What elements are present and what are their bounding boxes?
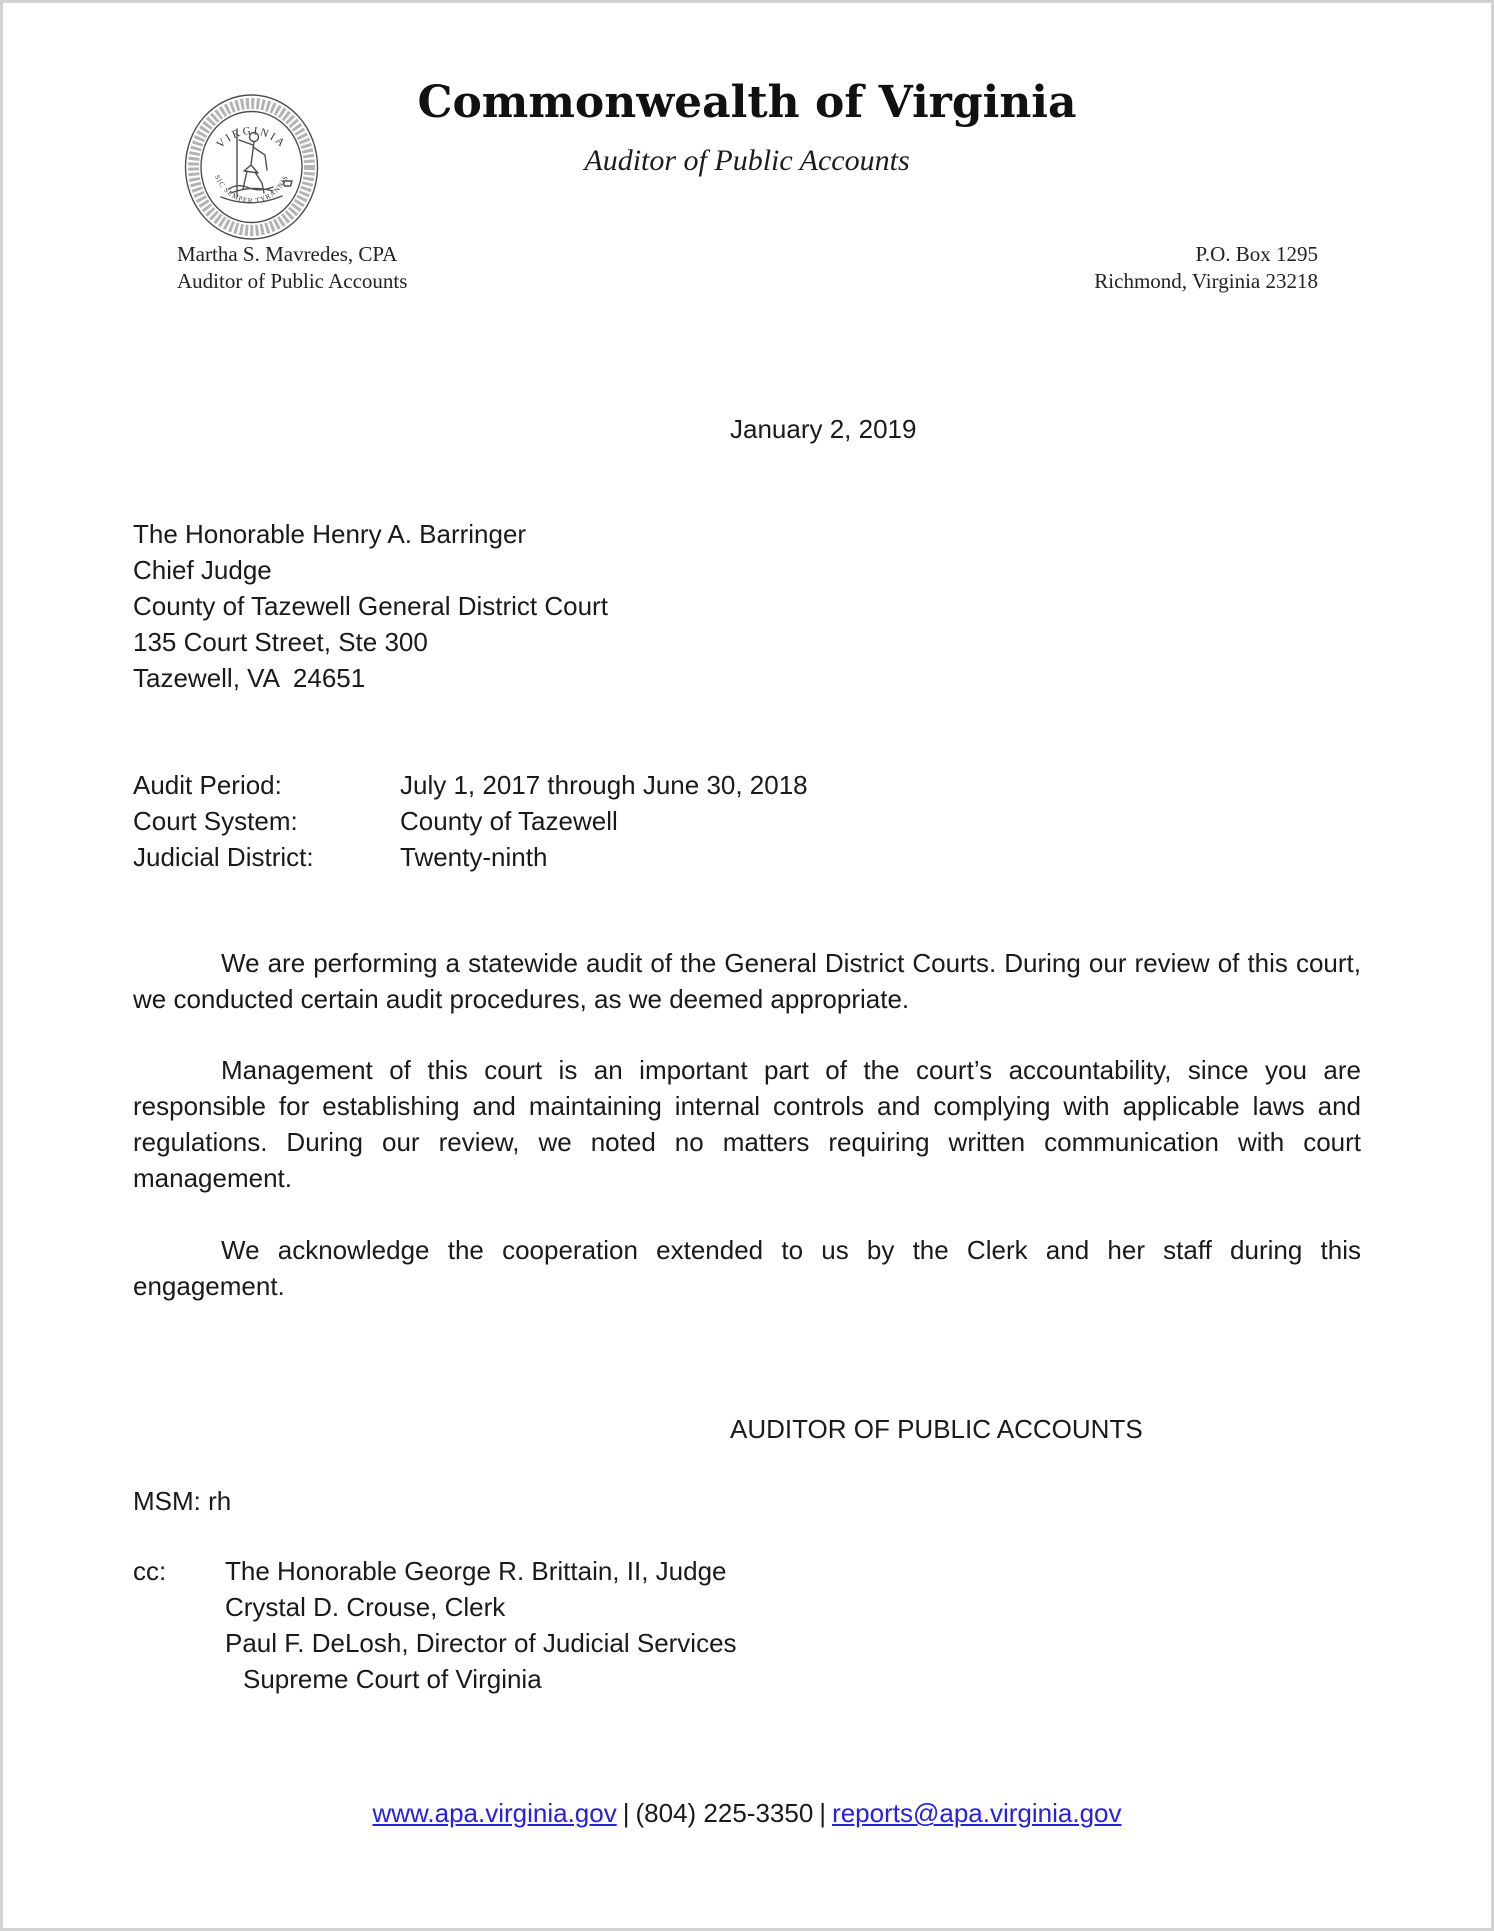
letterhead [133, 3, 1361, 303]
cc-item: Paul F. DeLosh, Director of Judicial Services [225, 1628, 737, 1658]
official-title: Auditor of Public Accounts [177, 269, 408, 293]
recipient-block [133, 516, 1361, 696]
detail-value: July 1, 2017 through June 30, 2018 [400, 770, 808, 800]
website-link[interactable]: www.apa.virginia.gov [372, 1798, 617, 1828]
detail-label: Judicial District: [133, 842, 314, 872]
body-paragraph: We acknowledge the cooperation extended to us by the Clerk and her staff during this engagement. [133, 1235, 1361, 1301]
detail-label: Court System: [133, 806, 298, 836]
cc-item: Crystal D. Crouse, Clerk [225, 1592, 506, 1622]
footer-contact-line [133, 1795, 1361, 1831]
letterhead-title: Commonwealth of Virginia [417, 77, 1077, 128]
recipient-line: 135 Court Street, Ste 300 [133, 627, 428, 657]
detail-row [133, 803, 1361, 839]
recipient-line: Tazewell, VA 24651 [133, 663, 366, 693]
cc-block [133, 1553, 1361, 1697]
footer-separator: | [622, 1798, 630, 1828]
recipient-line: Chief Judge [133, 555, 272, 585]
cc-item: Supreme Court of Virginia [243, 1664, 542, 1694]
audit-details [133, 767, 1361, 875]
cc-label: cc: [133, 1556, 167, 1586]
seal-motto-text: SIC SEMPER TYRANNIS [213, 173, 290, 205]
letter-date: January 2, 2019 [730, 414, 917, 444]
detail-row [133, 767, 1361, 803]
address-line-1: P.O. Box 1295 [1195, 242, 1318, 266]
address-line-2: Richmond, Virginia 23218 [1094, 269, 1318, 293]
recipient-line: County of Tazewell General District Court [133, 591, 608, 621]
signature-organization: AUDITOR OF PUBLIC ACCOUNTS [730, 1414, 1143, 1444]
email-link[interactable]: reports@apa.virginia.gov [832, 1798, 1122, 1828]
footer-separator: | [819, 1798, 827, 1828]
letterhead-subtitle: Auditor of Public Accounts [584, 144, 910, 177]
recipient-line: The Honorable Henry A. Barringer [133, 519, 527, 549]
body-paragraph: Management of this court is an important part of the court’s accountability, since you are responsible for establishing and maintaining internal controls and complying with applicable laws and regulations. During our review, we noted no matters requiring written communication with court management. [133, 1055, 1361, 1193]
body-paragraph: We are performing a statewide audit of the General District Courts. During our review of this court, we conducted certain audit procedures, as we deemed appropriate. [133, 948, 1361, 1014]
phone-number: (804) 225-3350 [635, 1798, 814, 1828]
cc-list [225, 1553, 737, 1697]
official-block [177, 241, 407, 295]
detail-value: County of Tazewell [400, 806, 618, 836]
official-name: Martha S. Mavredes, CPA [177, 242, 398, 266]
detail-row [133, 839, 1361, 875]
detail-value: Twenty-ninth [400, 842, 548, 872]
cc-item: The Honorable George R. Brittain, II, Judge [225, 1556, 727, 1586]
office-address-block [1094, 241, 1318, 295]
reference-initials: MSM: rh [133, 1486, 232, 1516]
seal-label-text: VIRGINIA [214, 125, 289, 151]
detail-label: Audit Period: [133, 770, 282, 800]
